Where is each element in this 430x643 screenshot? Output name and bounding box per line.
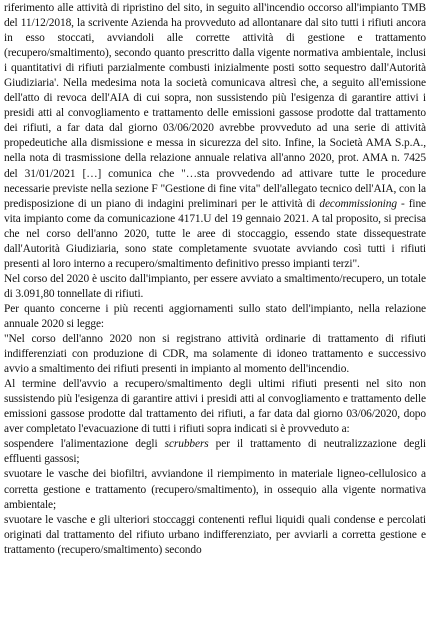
paragraph-text: - fine vita impianto come da comunicazione 4171.U del 19 gennaio 2021. A tal proposito, si precisa che nel corso dell'anno 2020, tutte le aree di stoccaggio, essendo state dissequestrate dall'Autorità Giudiziaria, sono state completamente svuotate avviando così tutti i rifiuti presenti al loro interno a recupero/smaltimento definitivo presso impianti terzi". bbox=[4, 197, 426, 270]
list-item-tanks: svuotare le vasche e gli ulteriori stoccaggi contenenti reflui liquidi quali condense e percolati originati dal trattamento del rifiuto urbano indifferenziato, per avviarli a corretta gestione e trattamento (recupero/smaltimento) secondo bbox=[4, 513, 426, 556]
emphasis-term: decommissioning bbox=[319, 197, 397, 210]
quote-paragraph-1: "Nel corso dell'anno 2020 non si registrano attività ordinarie di trattamento di rifiuti indifferenziati con produzione di CDR, ma solamente di idoneo trattamento e successivo avvio a smaltimento dei rifiuti presenti in impianto al momento dell'incendio. bbox=[4, 333, 426, 376]
list-item-text: per il trattamento di neutralizzazione degli effluenti gassosi; bbox=[4, 438, 426, 466]
quote-paragraph-2: Al termine dell'avvio a recupero/smaltimento degli ultimi rifiuti presenti nel sito non sussistendo più l'esigenza di garantire attivi i presidi atti al convogliamento e trattamento delle emissioni gassose prodotte dal trattamento dei rifiuti, a far data dal giorno 03/06/2020, dopo aver completato l'evacuazione di tutti i rifiuti sopra indicati si è provveduto a: bbox=[4, 378, 426, 436]
list-item-text: sospendere l'alimentazione degli bbox=[4, 438, 165, 451]
list-item-scrubbers bbox=[4, 437, 426, 467]
paragraph-text: riferimento alle attività di ripristino del sito, in seguito all'incendio occorso all'impianto TMB del 11/12/2018, la scrivente Azienda ha provveduto ad allontanare dal sito tutti i rifiuti ancora in esso stoccati, avviandoli alle corrette attività di gestione e trattamento (recupero/smaltimento), secondo quanto prescritto dalla vigente normativa ambientale, inclusi i quantitativi di rifiuti parzialmente combusti inizialmente posti sotto sequestro dall'Autorità Giudiziaria'. Nella medesima nota la società comunicava altresì che, a seguito all'emissione dell'atto di revoca dell'AIA di cui sopra, non sussistendo più l'esigenza di garantire attivi i presidi atti al convogliamento e trattamento delle emissioni gassose prodotte dal trattamento dei rifiuti, a far data dal giorno 03/06/2020 avrebbe provveduto ad una serie di attività propedeutiche alla dismissione e messa in sicurezza del sito. Infine, la Società AMA S.p.A., nella nota di trasmissione della relazione annuale relativa all'anno 2020, prot. AMA n. 7425 del 31/01/2021 […] comunica che "…sta provvedendo ad attivare tutte le procedure necessarie previste nella sezione F "Gestione di fine vita" dell'allegato tecnico dell'AIA, con la predisposizione di un piano di indagini preliminari per le attività di bbox=[4, 2, 426, 210]
list-item-biofilters: svuotare le vasche dei biofiltri, avviandone il riempimento in materiale ligneo-cellulosico a corretta gestione e trattamento (recupero/smaltimento), in ossequio alla vigente normativa ambientale; bbox=[4, 468, 426, 511]
paragraph-updates-intro: Per quanto concerne i più recenti aggiornamenti sullo stato dell'impianto, nella relazione annuale 2020 si legge: bbox=[4, 302, 426, 330]
paragraph-ama-note bbox=[4, 1, 426, 272]
emphasis-term: scrubbers bbox=[164, 438, 209, 451]
paragraph-2020-output: Nel corso del 2020 è uscito dall'impianto, per essere avviato a smaltimento/recupero, un totale di 3.091,80 tonnellate di rifiuti. bbox=[4, 272, 426, 300]
